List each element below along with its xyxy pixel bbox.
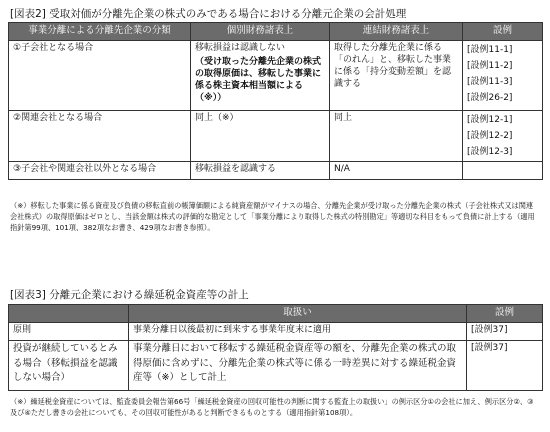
table2-header-consolidated: 連結財務諸表上 [330,23,463,41]
table3-header-blank [9,305,129,323]
table2-row1-category: ①子会社となる場合 [9,40,191,110]
table3-footnote: （※）繰延税金資産については、監査委員会報告第66号「繰延税金資産の回収可能性の判断に関する監査上の取扱い」の例示区分①の会社に加え、例示区分②、③及び④ただし書きの会社についても、その回収可能性があると判断できるものとする（適用指針第108項）。 [10,397,534,418]
table3-row2-treatment: 事業分離日において移転する繰延税金資産等の額を、分離先企業の株式の取得原価に含めずに、分離先企業の株式等に係る一時差異に対する繰延税金資産等（※）として計上 [129,340,467,390]
table2-header-example: 設例 [463,23,543,41]
table2-row1-consolidated: 取得した分離先企業に係る「のれん」と、移転した事業に係る「持分変動差額」を認識する [330,40,463,110]
example-ref: [設例11-3] [467,76,513,87]
table2-row2-refs [463,110,543,161]
table2-header-individual: 個別財務諸表上 [191,23,330,41]
table3-row1-ref: [設例37] [467,322,543,340]
table3 [8,304,543,391]
table2-footnote: （※）移転した事業に係る資産及び負債の移転直前の帳簿価額による純資産額がマイナスの場合、分離先企業が受け取った分離先企業の株式（子会社株式又は関連会社株式）の取得原価はゼロとし、当該金額は株式の評価的な勘定として「事業分離により取得した株式の特別勘定」等適切な科目をもって負債に計上する（適用指針第99項、101項、382項なお書き、429項なお書き参照）。 [10,201,535,233]
table2-row2-category: ②関連会社となる場合 [9,110,191,161]
table-row [9,322,543,340]
table3-row1-treatment: 事業分離日以後最初に到来する事業年度末に適用 [129,322,467,340]
table3-row1-label: 原則 [9,322,129,340]
table2-row2-consolidated: 同上 [330,110,463,161]
table2 [8,22,543,180]
table2-caption: [図表2] 受取対価が分離先企業の株式のみである場合における分離元企業の会計処理 [10,8,407,20]
table-row [9,110,543,161]
table2-row3-individual: 移転損益を認識する [191,161,330,179]
example-ref: [設例26-2] [467,92,513,103]
table-row [9,40,543,110]
table3-header-example: 設例 [467,305,543,323]
example-ref: [設例11-1] [467,44,513,55]
table-row [9,340,543,390]
table-row [9,161,543,179]
table2-row1-individual-line2: （受け取った分離先企業の株式の取得原価は、移転した事業に係る株主資本相当額による（※）） [195,56,322,104]
example-ref: [設例12-1] [467,114,513,125]
table3-row2-label: 投資が継続しているとみる場合（移転損益を認識しない場合） [9,340,129,390]
table3-row2-ref: [設例37] [467,340,543,390]
table2-row1-individual [191,40,330,110]
table3-header-treatment: 取扱い [129,305,467,323]
example-ref: [設例12-2] [467,130,513,141]
table2-row3-consolidated: N/A [330,161,463,179]
table2-header-row [9,23,543,41]
table2-row1-refs [463,40,543,110]
table2-row3-category: ③子会社や関連会社以外となる場合 [9,161,191,179]
example-ref: [設例12-3] [467,146,513,157]
example-ref: [設例11-2] [467,60,513,71]
table2-row1-individual-line1: 移転損益は認識しない [195,42,286,53]
table2-row3-refs [463,161,543,179]
table2-header-category: 事業分離による分離先企業の分類 [9,23,191,41]
table3-header-row [9,305,543,323]
table3-caption: [図表3] 分離元企業における繰延税金資産等の計上 [10,289,249,301]
table2-row2-individual: 同上（※） [191,110,330,161]
